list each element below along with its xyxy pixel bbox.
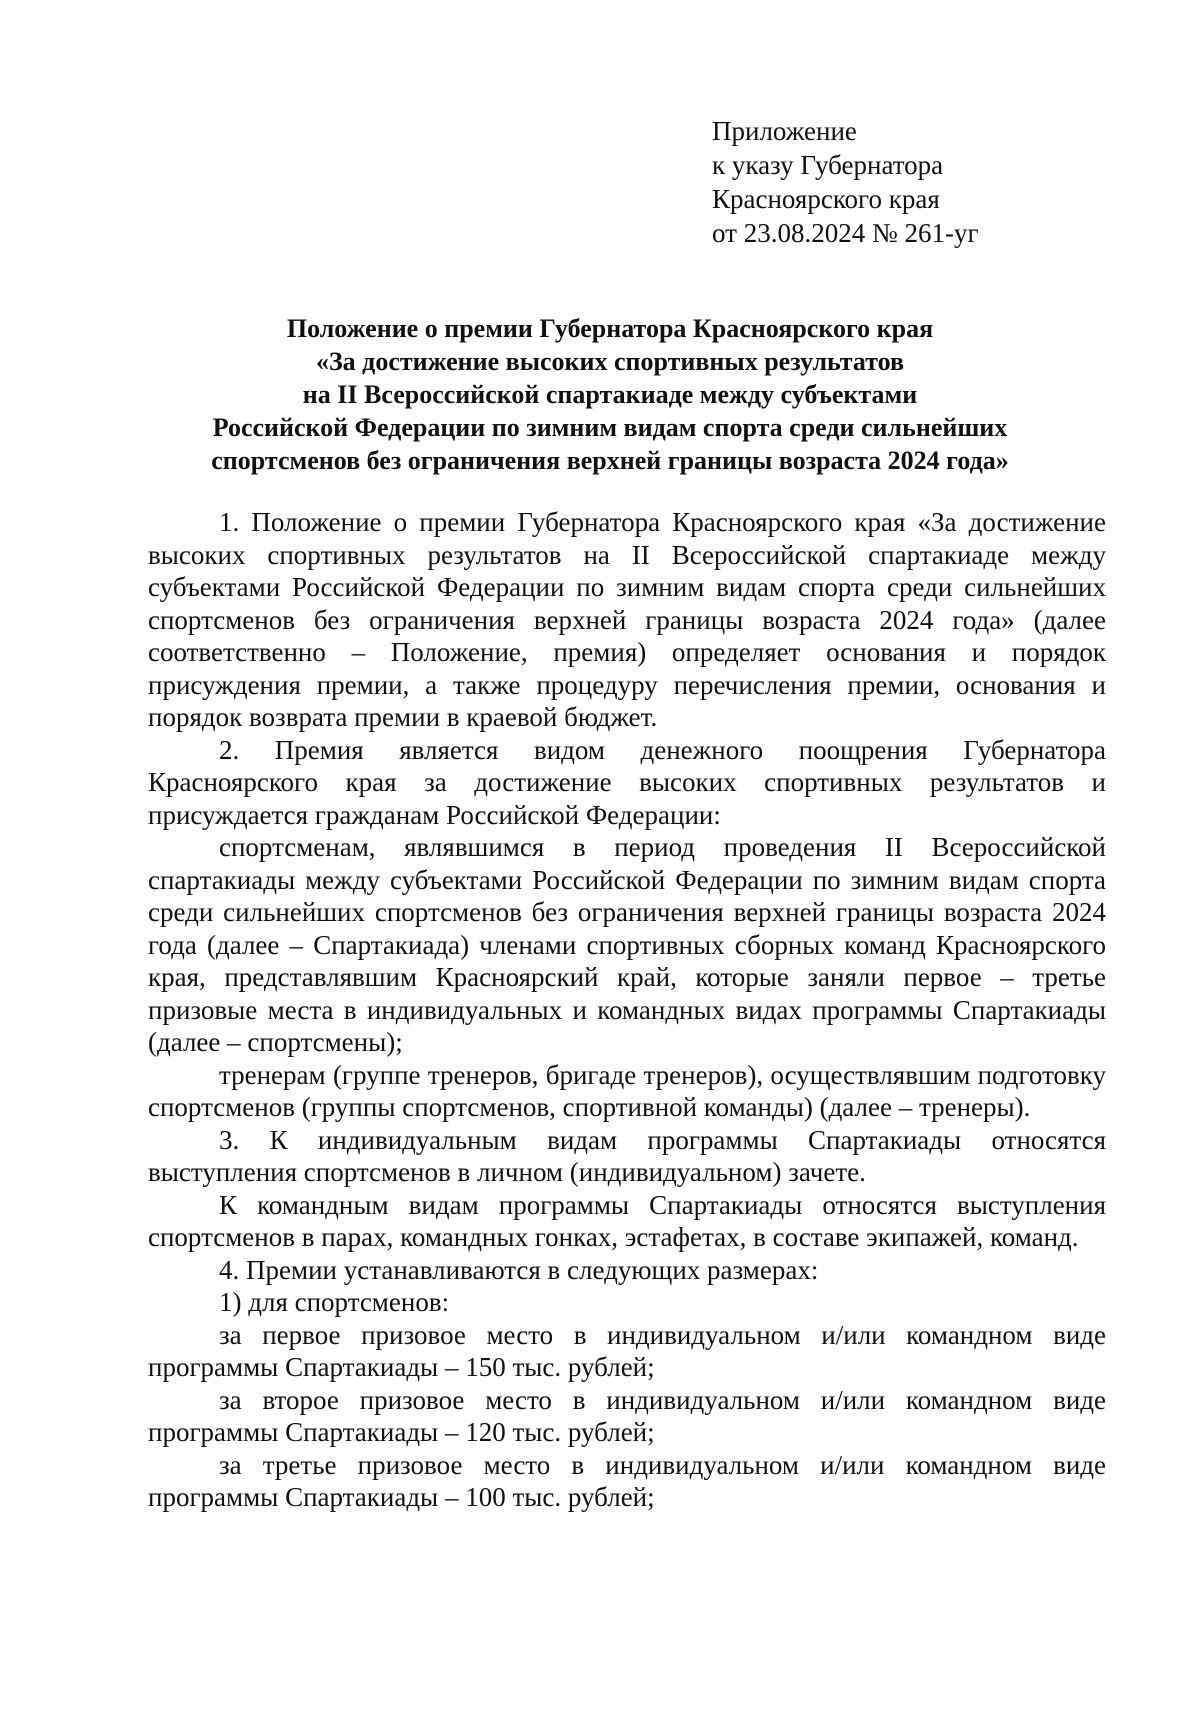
paragraph: спортсменам, являвшимся в период проведения II Всероссийской спартакиады между субъектами Российской Федерации по зимним видам спорта среди сильнейших спортсменов без ограничения верхней границы возраста 2024 года (далее – Спартакиада) членами спортивных сборных команд Красноярского края, представлявшим Красноярский край, которые заняли первое – третье призовые места в индивидуальных и командных видах программы Спартакиады (далее – спортсмены); xyxy=(148,832,1106,1057)
annex-line: Приложение xyxy=(712,116,857,146)
title-line: Положение о премии Губернатора Красноярского края xyxy=(286,314,934,343)
paragraph: 2. Премия является видом денежного поощрения Губернатора Красноярского края за достижение высоких спортивных результатов и присуждается гражданам Российской Федерации: xyxy=(148,734,1106,830)
paragraph: 1. Положение о премии Губернатора Красноярского края «За достижение высоких спортивных результатов на II Всероссийской спартакиаде между субъектами Российской Федерации по зимним видам спорта среди сильнейших спортсменов без ограничения верхней границы возраста 2024 года» (далее соответственно – Положение, премия) определяет основания и порядок присуждения премии, а также процедуру перечисления премии, основания и порядок возврата премии в краевой бюджет. xyxy=(148,507,1106,732)
title-line: «За достижение высоких спортивных результатов xyxy=(315,347,905,376)
paragraph: 3. К индивидуальным видам программы Спартакиады относятся выступления спортсменов в личном (индивидуальном) зачете. xyxy=(148,1124,1106,1187)
paragraph: 4. Премии устанавливаются в следующих размерах: xyxy=(219,1254,819,1285)
title-line: на II Всероссийской спартакиаде между субъектами xyxy=(302,380,918,409)
document-title xyxy=(140,312,1080,477)
title-line: спортсменов без ограничения верхней границы возраста 2024 года» xyxy=(211,446,1009,475)
paragraph: за третье призовое место в индивидуальном и/или командном виде программы Спартакиады – 100 тыс. рублей; xyxy=(148,1449,1106,1512)
paragraph: за второе призовое место в индивидуальном и/или командном виде программы Спартакиады – 120 тыс. рублей; xyxy=(148,1384,1106,1447)
annex-line: к указу Губернатора xyxy=(712,150,944,180)
paragraph: за первое призовое место в индивидуальном и/или командном виде программы Спартакиады – 150 тыс. рублей; xyxy=(148,1319,1106,1382)
annex-line: Красноярского края xyxy=(712,184,940,214)
title-line: Российской Федерации по зимним видам спорта среди сильнейших xyxy=(212,413,1008,442)
annex-header xyxy=(712,114,979,250)
document-body xyxy=(148,506,1106,1514)
paragraph: тренерам (группе тренеров, бригаде тренеров), осуществлявшим подготовку спортсменов (группы спортсменов, спортивной команды) (далее – тренеры). xyxy=(148,1059,1106,1122)
paragraph: 1) для спортсменов: xyxy=(219,1287,450,1317)
paragraph: К командным видам программы Спартакиады относятся выступления спортсменов в парах, командных гонках, эстафетах, в составе экипажей, команд. xyxy=(148,1189,1106,1252)
annex-line: от 23.08.2024 № 261-уг xyxy=(712,218,979,248)
